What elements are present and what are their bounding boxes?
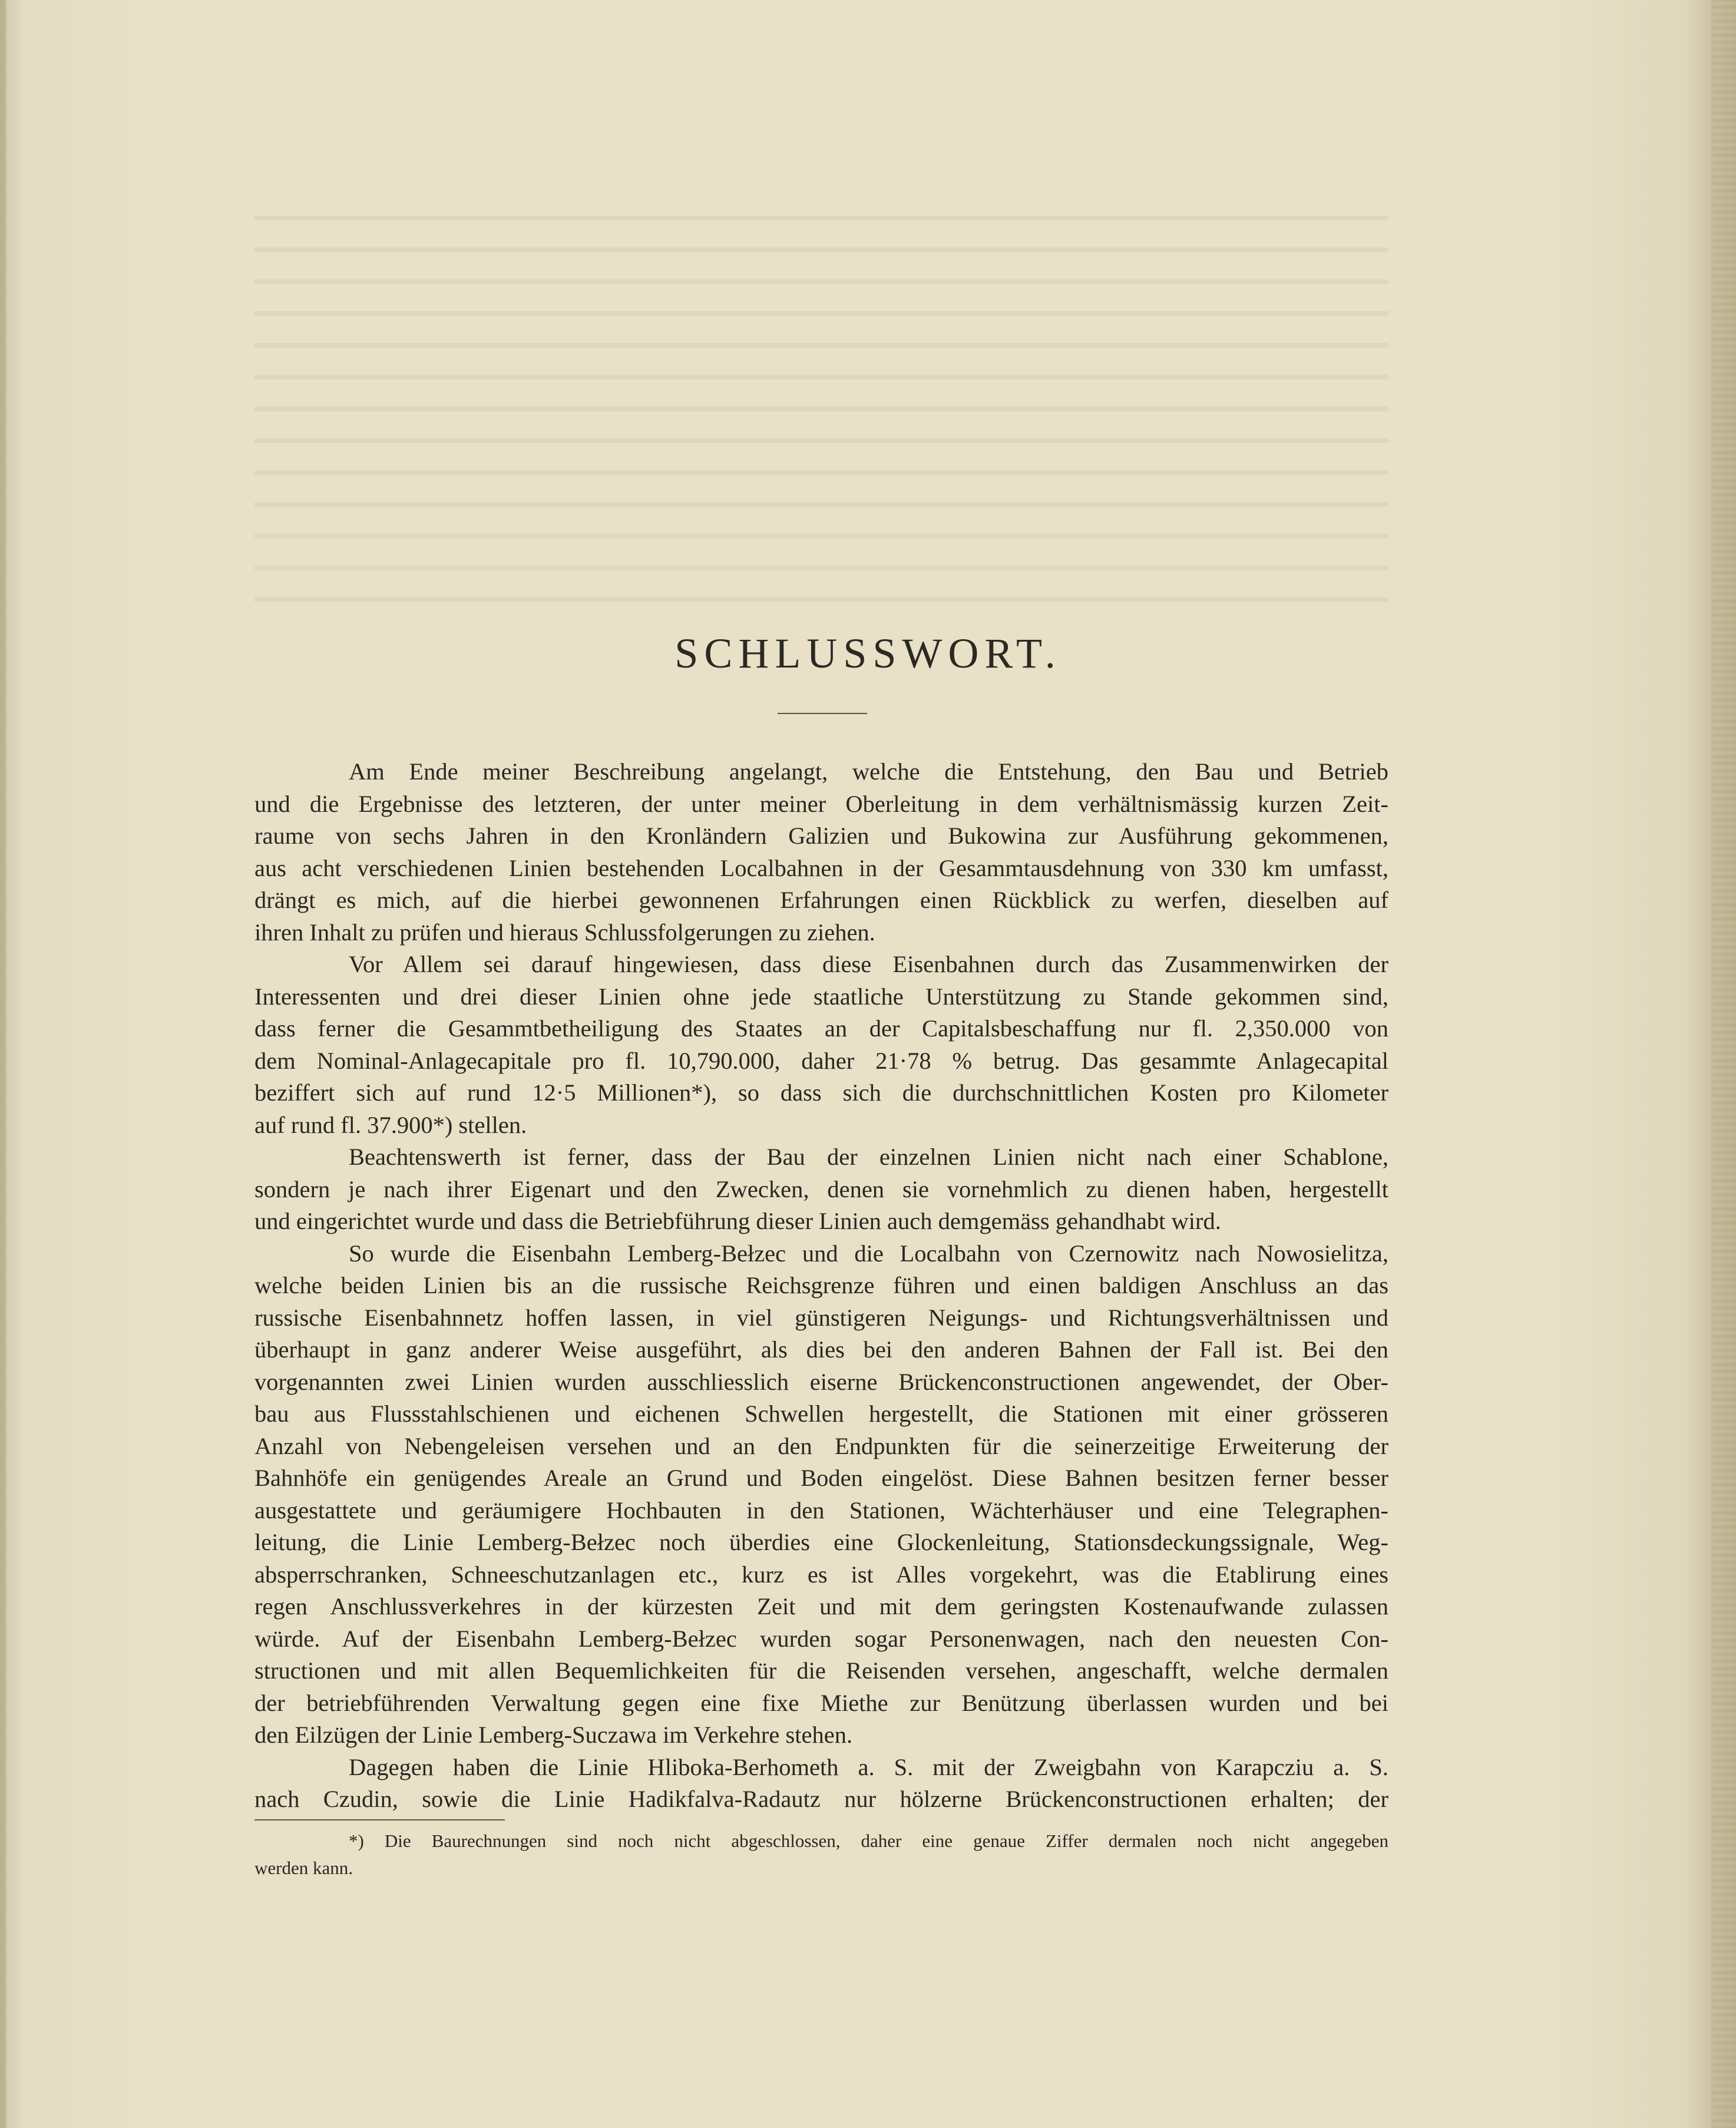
text-line: den Eilzügen der Linie Lemberg-Suczawa im Verkehre stehen. <box>254 1721 853 1748</box>
text-line: nach Czudin, sowie die Linie Hadikfalva-Radautz nur hölzerne Brückenconstructionen erhalten; der <box>254 1786 1388 1812</box>
text-line: regen Anschlussverkehres in der kürzesten Zeit und mit dem geringsten Kostenaufwande zulassen <box>254 1593 1388 1620</box>
footnote <box>254 1828 1388 1882</box>
text-line: welche beiden Linien bis an die russische Reichsgrenze führen und einen baldigen Anschluss an das <box>254 1272 1388 1298</box>
text-line: sondern je nach ihrer Eigenart und den Zwecken, denen sie vornehmlich zu dienen haben, hergestellt <box>254 1175 1388 1202</box>
text-line: beziffert sich auf rund 12·5 Millionen*), so dass sich die durchschnittlichen Kosten pro Kilometer <box>254 1079 1388 1106</box>
text-line: ihren Inhalt zu prüfen und hieraus Schlussfolgerungen zu ziehen. <box>254 918 875 946</box>
text-line: Beachtenswerth ist ferner, dass der Bau der einzelnen Linien nicht nach einer Schablone, <box>349 1144 1388 1170</box>
text-line: So wurde die Eisenbahn Lemberg-Bełzec und die Localbahn von Czernowitz nach Nowosielitza, <box>349 1240 1388 1267</box>
text-line: auf rund fl. 37.900*) stellen. <box>254 1111 527 1138</box>
body-text <box>254 756 1388 1816</box>
text-line: dem Nominal-Anlagecapitale pro fl. 10,790.000, daher 21·78 % betrug. Das gesammte Anlagecapital <box>254 1047 1388 1074</box>
text-line: würde. Auf der Eisenbahn Lemberg-Bełzec wurden sogar Personenwagen, nach den neuesten Con- <box>254 1625 1388 1652</box>
text-line: vorgenannten zwei Linien wurden ausschliesslich eiserne Brückenconstructionen angewendet, der Ober- <box>254 1368 1388 1395</box>
footnote-divider <box>254 1819 505 1820</box>
text-line: structionen und mit allen Bequemlichkeiten für die Reisenden versehen, angeschafft, welche dermalen <box>254 1657 1388 1684</box>
footnote-line: werden kann. <box>254 1858 353 1878</box>
text-line: und die Ergebnisse des letzteren, der unter meiner Oberleitung in dem verhältnismässig kurzen Zeit- <box>254 790 1388 817</box>
text-line: überhaupt in ganz anderer Weise ausgeführt, als dies bei den anderen Bahnen der Fall ist. Bei den <box>254 1336 1388 1363</box>
text-line: Vor Allem sei darauf hingewiesen, dass diese Eisenbahnen durch das Zusammenwirken der <box>349 951 1388 977</box>
text-line: der betriebführenden Verwaltung gegen eine fixe Miethe zur Benützung überlassen wurden und bei <box>254 1689 1388 1716</box>
page-binding-edge <box>1711 0 1736 2128</box>
text-line: und eingerichtet wurde und dass die Betriebführung dieser Linien auch demgemäss gehandhabt wird. <box>254 1208 1221 1234</box>
footnote-line: *) Die Baurechnungen sind noch nicht abgeschlossen, daher eine genaue Ziffer dermalen noch nicht angegeben <box>349 1830 1388 1851</box>
text-line: dass ferner die Gesammtbetheiligung des Staates an der Capitalsbeschaffung nur fl. 2,350.000 von <box>254 1015 1388 1042</box>
bleed-through-text <box>254 194 1388 607</box>
text-line: bau aus Flussstahlschienen und eichenen Schwellen hergestellt, die Stationen mit einer grösseren <box>254 1400 1388 1427</box>
text-line: absperrschranken, Schneeschutzanlagen etc., kurz es ist Alles vorgekehrt, was die Etablirung eines <box>254 1561 1388 1588</box>
text-line: raume von sechs Jahren in den Kronländern Galizien und Bukowina zur Ausführung gekommenen, <box>254 822 1388 849</box>
text-line: Anzahl von Nebengeleisen versehen und an den Endpunkten für die seinerzeitige Erweiterung der <box>254 1432 1388 1459</box>
title-divider <box>778 713 867 714</box>
text-line: drängt es mich, auf die hierbei gewonnenen Erfahrungen einen Rückblick zu werfen, dieselben auf <box>254 887 1388 913</box>
page-left-edge <box>0 0 6 2128</box>
text-line: Interessenten und drei dieser Linien ohne jede staatliche Unterstützung zu Stande gekommen sind, <box>254 983 1388 1010</box>
text-line: Dagegen haben die Linie Hliboka-Berhometh a. S. mit der Zweigbahn von Karapcziu a. S. <box>349 1753 1388 1780</box>
text-line: Bahnhöfe ein genügendes Areale an Grund und Boden eingelöst. Diese Bahnen besitzen ferner besser <box>254 1465 1388 1491</box>
text-line: leitung, die Linie Lemberg-Bełzec noch überdies eine Glockenleitung, Stationsdeckungssignale, Weg- <box>254 1529 1388 1555</box>
text-line: aus acht verschiedenen Linien bestehenden Localbahnen in der Gesammtausdehnung von 330 km umfasst, <box>254 854 1388 881</box>
text-line: russische Eisenbahnnetz hoffen lassen, in viel günstigeren Neigungs- und Richtungsverhältnissen und <box>254 1304 1388 1331</box>
text-line: ausgestattete und geräumigere Hochbauten in den Stationen, Wächterhäuser und eine Telegraphen- <box>254 1496 1388 1524</box>
text-line: Am Ende meiner Beschreibung angelangt, welche die Entstehung, den Bau und Betrieb <box>349 758 1388 785</box>
chapter-title: SCHLUSSWORT. <box>674 630 1062 677</box>
